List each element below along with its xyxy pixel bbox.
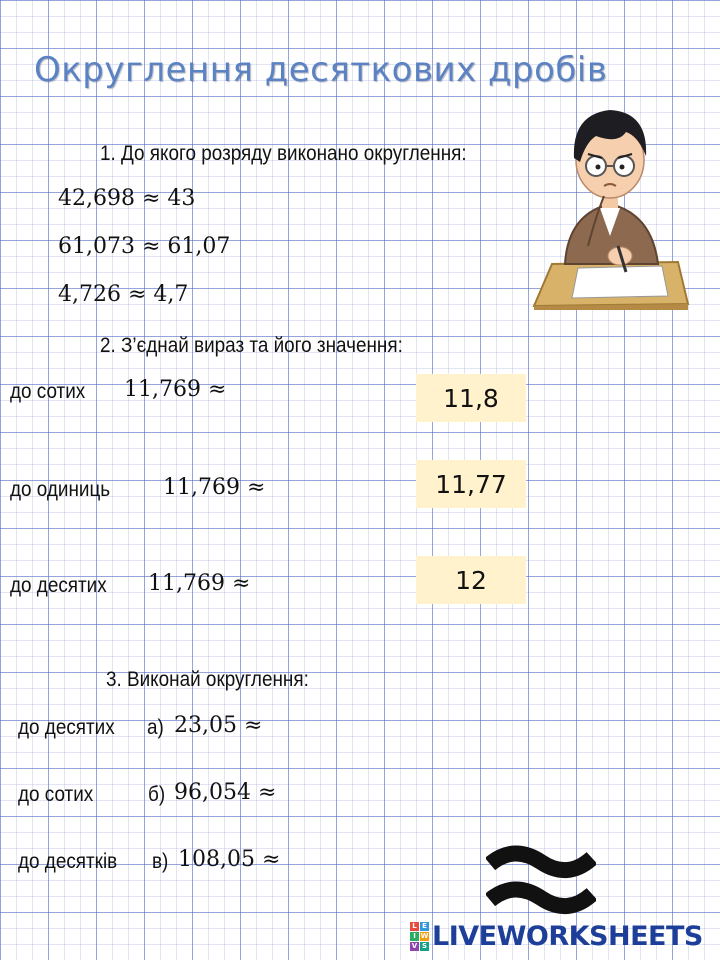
logo-badge-letter: V bbox=[411, 942, 418, 950]
logo-badge-letter: L bbox=[410, 922, 419, 931]
task1-line-3: 4,726 ≈ 4,7 bbox=[58, 282, 189, 307]
task3-row-2-label: до сотих bbox=[18, 783, 94, 806]
logo-badge-letter: I bbox=[410, 932, 419, 941]
page-title: Округлення десяткових дробів bbox=[34, 50, 608, 90]
task3-row-1-item: а) bbox=[147, 716, 164, 739]
task2-row-2-expr[interactable]: 11,769 ≈ bbox=[163, 475, 266, 500]
approx-symbol-icon bbox=[486, 842, 596, 920]
task3-row-2-item: б) bbox=[148, 783, 166, 806]
task3-row-3-item: в) bbox=[152, 850, 169, 873]
task1-line-2: 61,073 ≈ 61,07 bbox=[58, 234, 231, 259]
logo-text: LIVEWORKSHEETS bbox=[432, 920, 703, 952]
answer-box-2[interactable]: 11,77 bbox=[416, 460, 526, 508]
logo-badge-letter: W bbox=[420, 932, 429, 940]
task1-line-1: 42,698 ≈ 43 bbox=[58, 186, 196, 211]
task2-row-1-label: до сотих bbox=[10, 380, 86, 403]
task2-row-1-expr[interactable]: 11,769 ≈ bbox=[124, 377, 227, 402]
task3-row-3-expr: 108,05 ≈ bbox=[178, 847, 281, 872]
task3-row-1-label: до десятих bbox=[18, 716, 115, 739]
task3-row-3-label: до десятків bbox=[18, 850, 118, 873]
logo-badge-letter: S bbox=[421, 942, 428, 950]
liveworksheets-logo bbox=[410, 920, 703, 952]
task2-row-2-label: до одиниць bbox=[10, 478, 111, 501]
logo-badge-letter: E bbox=[420, 922, 429, 931]
answer-box-1[interactable]: 11,8 bbox=[416, 374, 526, 422]
task3-row-1-expr: 23,05 ≈ bbox=[174, 713, 263, 738]
answer-box-3[interactable]: 12 bbox=[416, 556, 526, 604]
student-writing-illustration bbox=[530, 96, 690, 310]
task3-row-2-expr: 96,054 ≈ bbox=[174, 780, 277, 805]
task2-row-3-expr[interactable]: 11,769 ≈ bbox=[148, 571, 251, 596]
task2-heading: 2. З’єднай вираз та його значення: bbox=[100, 334, 403, 357]
task2-row-3-label: до десятих bbox=[10, 574, 107, 597]
logo-badge-icon bbox=[410, 922, 429, 951]
task3-heading: 3. Виконай округлення: bbox=[106, 668, 309, 691]
task1-heading: 1. До якого розряду виконано округлення: bbox=[100, 142, 467, 165]
